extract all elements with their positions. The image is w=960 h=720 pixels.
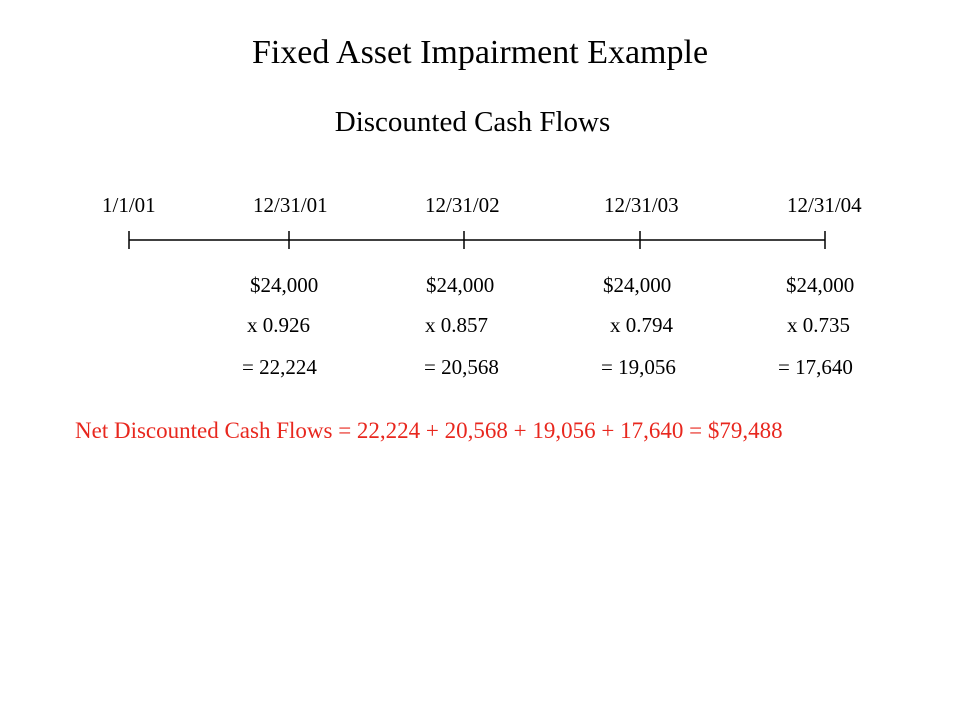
timeline-date-label: 12/31/01 xyxy=(253,193,328,217)
cash-flow-value: $24,000 xyxy=(786,273,855,297)
timeline-date-label: 1/1/01 xyxy=(102,193,156,217)
discount-factor: x 0.857 xyxy=(425,313,488,337)
cash-flow-value: $24,000 xyxy=(426,273,495,297)
discount-factor: x 0.926 xyxy=(247,313,310,337)
discounted-value: = 19,056 xyxy=(601,355,676,379)
discounted-value: = 17,640 xyxy=(778,355,853,379)
discount-factor: x 0.735 xyxy=(787,313,850,337)
cash-flow-value: $24,000 xyxy=(603,273,672,297)
discounted-value: = 20,568 xyxy=(424,355,499,379)
discounted-value: = 22,224 xyxy=(242,355,317,379)
slide-title: Fixed Asset Impairment Example xyxy=(251,34,709,71)
timeline-date-label: 12/31/04 xyxy=(787,193,862,217)
cash-flow-value: $24,000 xyxy=(250,273,319,297)
timeline-date-label: 12/31/02 xyxy=(425,193,500,217)
timeline-date-label: 12/31/03 xyxy=(604,193,679,217)
net-discounted-cash-flows: Net Discounted Cash Flows = 22,224 + 20,568 + 19,056 + 17,640 = $79,488 xyxy=(75,418,783,443)
slide-subtitle: Discounted Cash Flows xyxy=(334,106,611,138)
discount-factor: x 0.794 xyxy=(610,313,673,337)
